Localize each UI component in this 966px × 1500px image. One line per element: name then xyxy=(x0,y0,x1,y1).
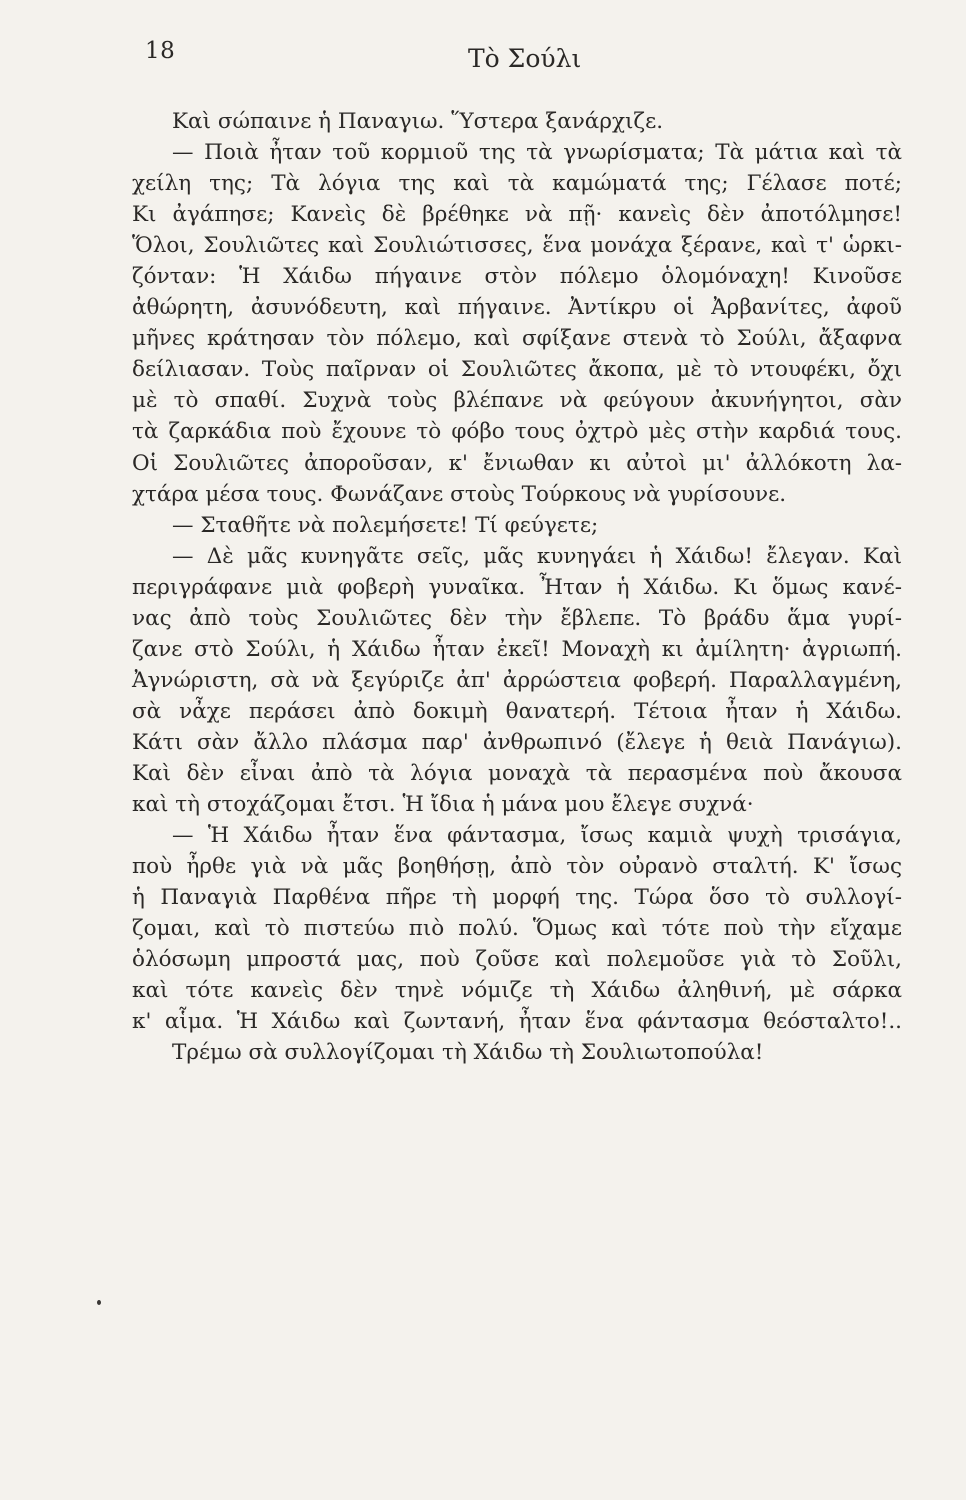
text-line: Κάτι σὰν ἄλλο πλάσμα παρ' ἀνθρωπινό (ἔλεγε ἡ θειὰ Πανάγιω). xyxy=(132,729,902,755)
text-line: ἡ Παναγιὰ Παρθένα πῆρε τὴ μορφή της. Τώρα ὅσο τὸ συλλογί- xyxy=(132,885,902,911)
text-line: καὶ τὴ στοχάζομαι ἔτσι. Ἡ ἴδια ἡ μάνα μου ἔλεγε συχνά· xyxy=(132,792,754,818)
text-line: Καὶ δὲν εἶναι ἀπὸ τὰ λόγια μοναχὰ τὰ περασμένα ποὺ ἄκουσα xyxy=(132,760,902,786)
text-line: — Σταθῆτε νὰ πολεμήσετε! Τί φεύγετε; xyxy=(172,512,599,538)
text-line: ζόνταν: Ἡ Χάιδω πήγαινε στὸν πόλεμο ὁλομόναχη! Κινοῦσε xyxy=(132,264,902,290)
text-line: κ' αἷμα. Ἡ Χάιδω καὶ ζωντανή, ἦταν ἕνα φάντασμα θεόσταλτο!.. xyxy=(132,1009,902,1035)
text-line: τὰ ζαρκάδια ποὺ ἔχουνε τὸ φόβο τους ὀχτρὸ μὲς στὴν καρδιά τους. xyxy=(132,419,902,445)
text-line: ζανε στὸ Σούλι, ἡ Χάιδω ἦταν ἐκεῖ! Μοναχὴ κι ἀμίλητη· ἀγριωπή. xyxy=(132,636,902,662)
text-line: ποὺ ἦρθε γιὰ νὰ μᾶς βοηθήσῃ, ἀπὸ τὸν οὐρανὸ σταλτή. Κ' ἴσως xyxy=(132,854,902,880)
text-line: ζομαι, καὶ τὸ πιστεύω πιὸ πολύ. Ὅμως καὶ τότε ποὺ τὴν εἴχαμε xyxy=(132,916,902,942)
text-line: περιγράφανε μιὰ φοβερὴ γυναῖκα. Ἦταν ἡ Χάιδω. Κι ὅμως κανέ- xyxy=(132,574,902,600)
ink-speck xyxy=(97,1300,101,1305)
text-line: μῆνες κράτησαν τὸν πόλεμο, καὶ σφίξανε στενὰ τὸ Σούλι, ἄξαφνα xyxy=(132,326,902,352)
text-line: Κι ἀγάπησε; Κανεὶς δὲ βρέθηκε νὰ πῇ· κανεὶς δὲν ἀποτόλμησε! xyxy=(132,202,902,228)
text-line: Οἱ Σουλιῶτες ἀποροῦσαν, κ' ἔνιωθαν κι αὐτοὶ μι' ἀλλόκοτη λα- xyxy=(132,450,902,476)
text-line: — Δὲ μᾶς κυνηγᾶτε σεῖς, μᾶς κυνηγάει ἡ Χάιδω! ἔλεγαν. Καὶ xyxy=(172,543,902,569)
text-line: ὁλόσωμη μπροστά μας, ποὺ ζοῦσε καὶ πολεμοῦσε γιὰ τὸ Σοῦλι, xyxy=(132,947,902,973)
text-line: χείλη της; Τὰ λόγια της καὶ τὰ καμώματά της; Γέλασε ποτέ; xyxy=(132,171,902,197)
text-line: Ἀγνώριστη, σὰ νὰ ξεγύριζε ἀπ' ἀρρώστεια φοβερή. Παραλλαγμένη, xyxy=(132,667,902,693)
text-line: σὰ νἆχε περάσει ἀπὸ δοκιμὴ θανατερή. Τέτοια ἦταν ἡ Χάιδω. xyxy=(132,698,902,724)
text-line: — Ἡ Χάιδω ἦταν ἕνα φάντασμα, ἴσως καμιὰ ψυχὴ τρισάγια, xyxy=(172,823,902,849)
text-line: Ὅλοι, Σουλιῶτες καὶ Σουλιώτισσες, ἕνα μονάχα ξέρανε, καὶ τ' ὡρκι- xyxy=(132,233,902,259)
text-line: δείλιασαν. Τοὺς παῖρναν οἱ Σουλιῶτες ἄκοπα, μὲ τὸ ντουφέκι, ὄχι xyxy=(132,357,902,383)
text-line: χτάρα μέσα τους. Φωνάζανε στοὺς Τούρκους νὰ γυρίσουνε. xyxy=(132,481,787,507)
page-number: 18 xyxy=(145,38,176,64)
text-line: νας ἀπὸ τοὺς Σουλιῶτες δὲν τὴν ἔβλεπε. Τὸ βράδυ ἅμα γυρί- xyxy=(132,605,902,631)
text-line: Τρέμω σὰ συλλογίζομαι τὴ Χάιδω τὴ Σουλιωτοπούλα! xyxy=(172,1040,764,1066)
text-line: Καὶ σώπαινε ἡ Παναγιω. Ὕστερα ξανάρχιζε. xyxy=(172,109,664,134)
text-line: ἀθώρητη, ἀσυνόδευτη, καὶ πήγαινε. Ἀντίκρυ οἱ Ἀρβανίτες, ἀφοῦ xyxy=(132,295,902,321)
text-line: — Ποιὰ ἦταν τοῦ κορμιοῦ της τὰ γνωρίσματα; Τὰ μάτια καὶ τὰ xyxy=(172,140,902,166)
text-line: καὶ τότε κανεὶς δὲν τηνὲ νόμιζε τὴ Χάιδω ἀληθινή, μὲ σάρκα xyxy=(132,978,902,1004)
running-title: Τὸ Σούλι xyxy=(468,44,582,73)
text-body xyxy=(132,106,902,1068)
text-line: μὲ τὸ σπαθί. Συχνὰ τοὺς βλέπανε νὰ φεύγουν ἀκυνήγητοι, σὰν xyxy=(132,388,902,414)
